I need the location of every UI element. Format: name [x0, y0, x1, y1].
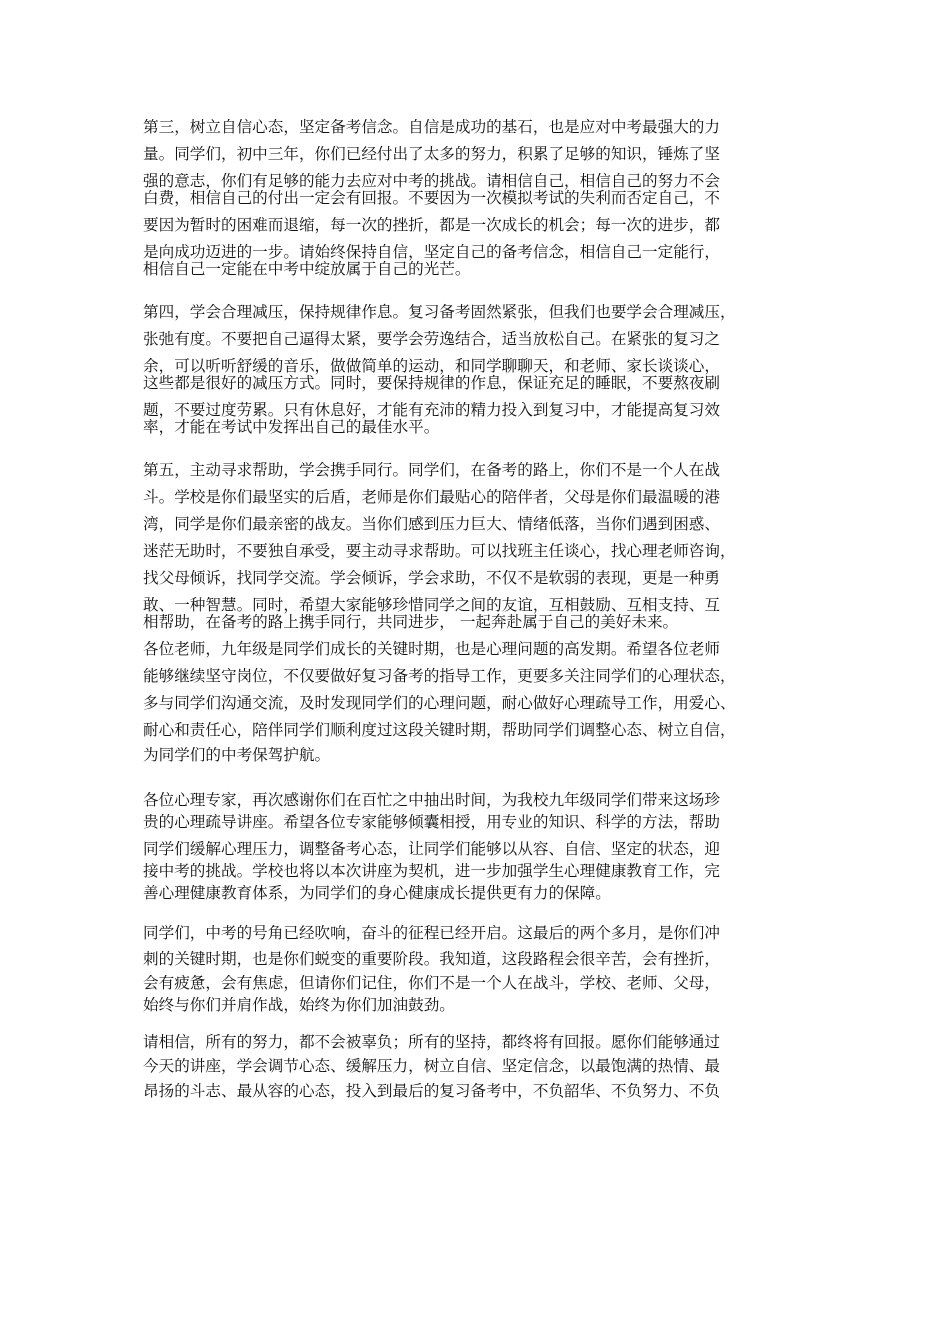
text-line: 量。同学们，初中三年，你们已经付出了太多的努力，积累了足够的知识，锤炼了坚	[143, 145, 720, 163]
text-line: 多与同学们沟通交流，及时发现同学们的心理问题，耐心做好心理疏导工作，用爱心、	[143, 694, 736, 712]
text-line: 要因为暂时的困难而退缩，每一次的挫折，都是一次成长的机会；每一次的进步，都	[143, 216, 720, 234]
text-line: 各位心理专家，再次感谢你们在百忙之中抽出时间，为我校九年级同学们带来这场珍	[143, 791, 720, 809]
text-line: 刺的关键时期，也是你们蜕变的重要阶段。我知道，这段路程会很辛苦，会有挫折，	[143, 950, 720, 968]
text-line: 敢、一种智慧。同时，希望大家能够珍惜同学之间的友谊，互相鼓励、互相支持、互	[143, 596, 720, 614]
text-line: 斗。学校是你们最坚实的后盾，老师是你们最贴心的陪伴者，父母是你们最温暖的港	[143, 488, 720, 506]
text-line: 接中考的挑战。学校也将以本次讲座为契机，进一步加强学生心理健康教育工作，完	[143, 862, 720, 880]
text-line: 始终与你们并肩作战，始终为你们加油鼓劲。	[143, 996, 455, 1014]
text-line: 昂扬的斗志、最从容的心态，投入到最后的复习备考中，不负韶华、不负努力、不负	[143, 1082, 720, 1100]
text-line: 这些都是很好的减压方式。同时，要保持规律的作息，保证充足的睡眠，不要熬夜刷	[143, 374, 720, 392]
text-line: 第五，主动寻求帮助，学会携手同行。同学们，在备考的路上，你们不是一个人在战	[143, 461, 720, 479]
text-line: 同学们缓解心理压力，调整备考心态，让同学们能够以从容、自信、坚定的状态，迎	[143, 840, 720, 858]
text-line: 同学们，中考的号角已经吹响，奋斗的征程已经开启。这最后的两个多月，是你们冲	[143, 924, 720, 942]
text-line: 相信自己一定能在中考中绽放属于自己的光芒。	[143, 260, 471, 278]
text-line: 请相信，所有的努力，都不会被辜负；所有的坚持，都终将有回报。愿你们能够通过	[143, 1033, 720, 1051]
text-line: 湾，同学是你们最亲密的战友。当你们感到压力巨大、情绪低落，当你们遇到困惑、	[143, 515, 720, 533]
text-line: 余，可以听听舒缓的音乐，做做简单的运动，和同学聊聊天，和老师、家长谈谈心，	[143, 357, 720, 375]
text-line: 贵的心理疏导讲座。希望各位专家能够倾囊相授，用专业的知识、科学的方法，帮助	[143, 813, 720, 831]
text-line: 张弛有度。不要把自己逼得太紧，要学会劳逸结合，适当放松自己。在紧张的复习之	[143, 330, 720, 348]
text-line: 题，不要过度劳累。只有休息好，才能有充沛的精力投入到复习中，才能提高复习效	[143, 401, 720, 419]
text-line: 今天的讲座，学会调节心态、缓解压力，树立自信、坚定信念，以最饱满的热情、最	[143, 1057, 720, 1075]
text-line: 为同学们的中考保驾护航。	[143, 746, 331, 764]
text-line: 找父母倾诉，找同学交流。学会倾诉，学会求助，不仅不是软弱的表现，更是一种勇	[143, 569, 720, 587]
text-line: 第四，学会合理减压，保持规律作息。复习备考固然紧张，但我们也要学会合理减压，	[143, 303, 736, 321]
text-line: 迷茫无助时，不要独自承受，要主动寻求帮助。可以找班主任谈心，找心理老师咨询，	[143, 542, 736, 560]
text-line: 会有疲惫，会有焦虑，但请你们记住，你们不是一个人在战斗，学校、老师、父母，	[143, 974, 720, 992]
text-line: 率，才能在考试中发挥出自己的最佳水平。	[143, 418, 440, 436]
text-line: 能够继续坚守岗位，不仅要做好复习备考的指导工作，更要多关注同学们的心理状态，	[143, 667, 736, 685]
text-line: 白费，相信自己的付出一定会有回报。不要因为一次模拟考试的失利而否定自己，不	[143, 189, 720, 207]
text-line: 强的意志，你们有足够的能力去应对中考的挑战。请相信自己，相信自己的努力不会	[143, 172, 720, 190]
text-line: 第三，树立自信心态，坚定备考信念。自信是成功的基石，也是应对中考最强大的力	[143, 118, 720, 136]
text-line: 相帮助，在备考的路上携手同行，共同进步， 一起奔赴属于自己的美好未来。	[143, 613, 679, 631]
text-line: 是向成功迈进的一步。请始终保持自信，坚定自己的备考信念，相信自己一定能行，	[143, 243, 720, 261]
text-line: 各位老师，九年级是同学们成长的关键时期，也是心理问题的高发期。希望各位老师	[143, 640, 720, 658]
text-line: 耐心和责任心，陪伴同学们顺利度过这段关键时期，帮助同学们调整心态、树立自信，	[143, 721, 736, 739]
text-line: 善心理健康教育体系，为同学们的身心健康成长提供更有力的保障。	[143, 884, 611, 902]
